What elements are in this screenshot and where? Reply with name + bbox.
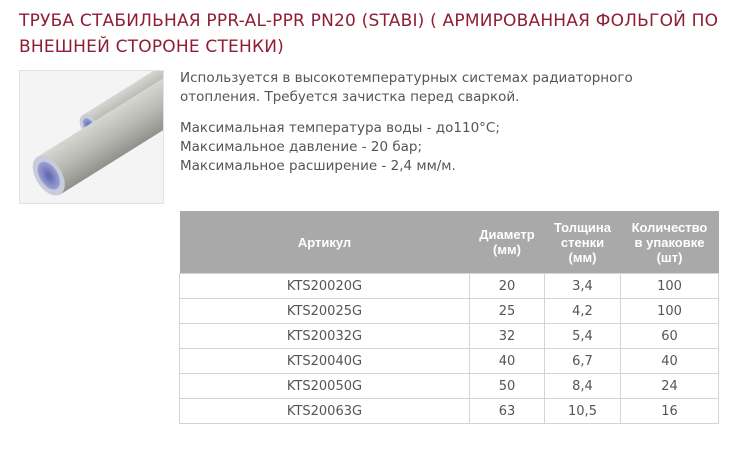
cell-article: KTS20025G (180, 299, 470, 324)
cell-quantity: 60 (621, 324, 719, 349)
cell-diameter: 40 (470, 349, 545, 374)
description-line-2: отопления. Требуется зачистка перед сваркой. (180, 89, 520, 105)
cell-article: KTS20050G (180, 374, 470, 399)
table-row (180, 374, 719, 399)
table-row (180, 349, 719, 374)
table-header-row (180, 211, 719, 274)
cell-quantity: 40 (621, 349, 719, 374)
table-row (180, 299, 719, 324)
cell-thickness: 3,4 (545, 274, 621, 299)
header-package-quantity: Количество в упаковке (шт) (621, 211, 719, 274)
cell-article: KTS20020G (180, 274, 470, 299)
cell-diameter: 20 (470, 274, 545, 299)
cell-quantity: 100 (621, 274, 719, 299)
header-wall-thickness: Толщина стенки (мм) (545, 211, 621, 274)
description-line-1: Используется в высокотемпературных системах радиаторного (180, 70, 633, 86)
table-row (180, 399, 719, 424)
cell-diameter: 63 (470, 399, 545, 424)
product-image (19, 70, 164, 204)
cell-thickness: 4,2 (545, 299, 621, 324)
cell-diameter: 50 (470, 374, 545, 399)
max-expansion: Максимальное расширение - 2,4 мм/м. (180, 158, 456, 174)
page-title: ТРУБА СТАБИЛЬНАЯ PPR-AL-PPR PN20 (STABI) ( АРМИРОВАННАЯ ФОЛЬГОЙ ПО ВНЕШНЕЙ СТОРОНЕ СТЕНКИ) (19, 11, 719, 57)
cell-thickness: 6,7 (545, 349, 621, 374)
specifications-table (179, 211, 719, 424)
cell-thickness: 10,5 (545, 399, 621, 424)
cell-diameter: 25 (470, 299, 545, 324)
cell-quantity: 24 (621, 374, 719, 399)
cell-article: KTS20040G (180, 349, 470, 374)
header-diameter: Диаметр (мм) (470, 211, 545, 274)
cell-quantity: 16 (621, 399, 719, 424)
cell-diameter: 32 (470, 324, 545, 349)
cell-article: KTS20063G (180, 399, 470, 424)
cell-thickness: 8,4 (545, 374, 621, 399)
max-pressure: Максимальное давление - 20 бар; (180, 139, 423, 155)
table-row (180, 324, 719, 349)
header-article: Артикул (180, 211, 470, 274)
cell-thickness: 5,4 (545, 324, 621, 349)
cell-quantity: 100 (621, 299, 719, 324)
max-temperature: Максимальная температура воды - до110°С; (180, 120, 500, 136)
table-row (180, 274, 719, 299)
product-description (180, 69, 720, 176)
cell-article: KTS20032G (180, 324, 470, 349)
